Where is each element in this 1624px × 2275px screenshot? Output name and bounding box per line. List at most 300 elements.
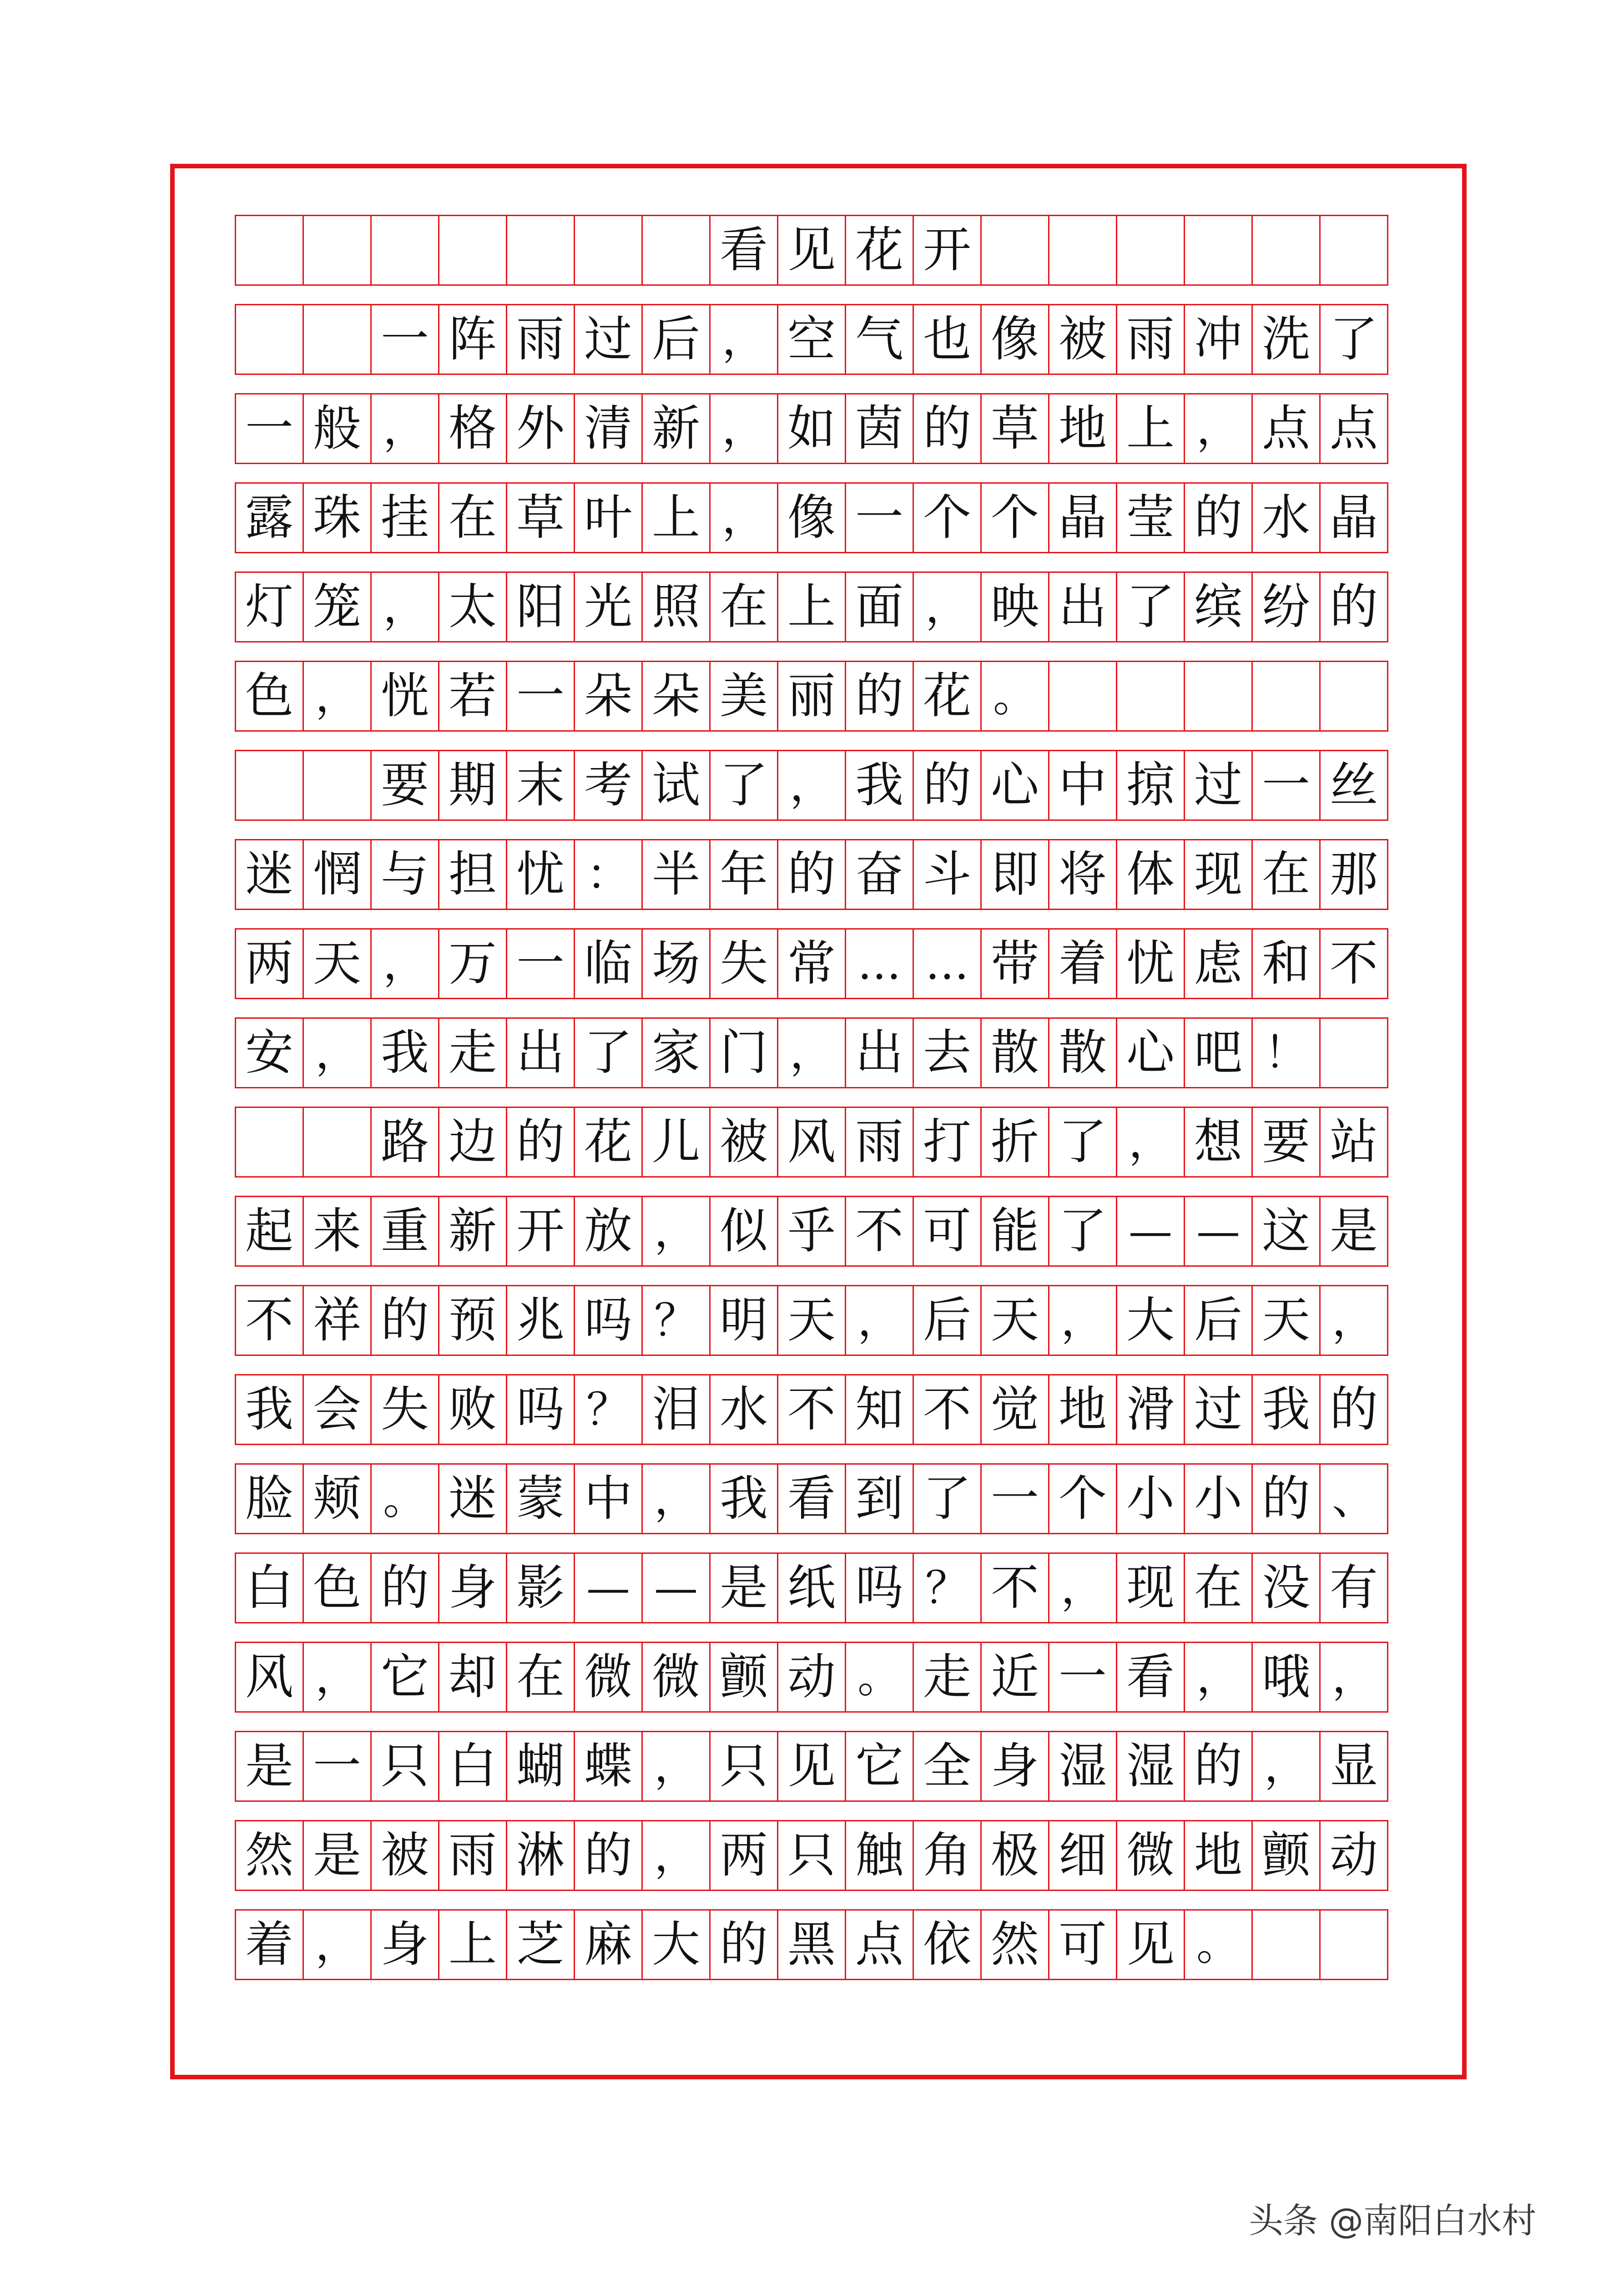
grid-cell: 去 [913, 1017, 982, 1088]
grid-cell: ， [1048, 1552, 1117, 1623]
grid-cell: 考 [574, 750, 643, 821]
grid-cell: ， [845, 1285, 914, 1356]
grid-cell: 迷 [438, 1463, 507, 1534]
grid-cell: 觉 [980, 1374, 1049, 1445]
grid-cell: 也 [913, 304, 982, 375]
grid-cell: ， [370, 571, 439, 642]
grid-cell: 过 [1184, 1374, 1253, 1445]
grid-cell: 新 [641, 393, 711, 464]
grid-cell-empty [1319, 1017, 1388, 1088]
grid-cell: 湿 [1048, 1731, 1117, 1802]
grid-cell: 散 [980, 1017, 1049, 1088]
grid-cell: 花 [913, 661, 982, 732]
grid-cell: 在 [1184, 1552, 1253, 1623]
grid-cell: 动 [777, 1642, 846, 1713]
grid-cell: 的 [370, 1552, 439, 1623]
grid-cell: 恍 [370, 661, 439, 732]
grid-cell: 这 [1251, 1196, 1321, 1267]
grid-cell: 想 [1184, 1107, 1253, 1178]
grid-cell: 边 [438, 1107, 507, 1178]
grid-cell: 雨 [1116, 304, 1185, 375]
grid-cell: 是 [235, 1731, 304, 1802]
grid-cell: 灯 [235, 571, 304, 642]
grid-cell: 是 [303, 1820, 372, 1891]
grid-cell: 吗 [574, 1285, 643, 1356]
grid-cell: 常 [777, 928, 846, 999]
grid-cell: 在 [438, 482, 507, 553]
grid-row [235, 1463, 1387, 1534]
grid-cell: 如 [777, 393, 846, 464]
grid-cell: 忧 [1116, 928, 1185, 999]
grid-cell-empty [1048, 215, 1117, 286]
grid-cell: 的 [506, 1107, 575, 1178]
grid-cell: 即 [980, 839, 1049, 910]
grid-cell: 大 [1116, 1285, 1185, 1356]
grid-row [235, 1196, 1387, 1267]
grid-cell: 在 [1251, 839, 1321, 910]
grid-cell: 开 [506, 1196, 575, 1267]
grid-cell: 冲 [1184, 304, 1253, 375]
grid-cell-empty [980, 215, 1049, 286]
grid-cell: 重 [370, 1196, 439, 1267]
grid-cell: 将 [1048, 839, 1117, 910]
grid-cell: 半 [641, 839, 711, 910]
grid-cell: 心 [980, 750, 1049, 821]
grid-cell-empty [1251, 661, 1321, 732]
grid-cell: 微 [574, 1642, 643, 1713]
grid-cell: 被 [1048, 304, 1117, 375]
grid-cell: 朵 [641, 661, 711, 732]
grid-cell: — [641, 1552, 711, 1623]
grid-cell: 个 [1048, 1463, 1117, 1534]
grid-row [235, 750, 1387, 821]
grid-cell: 哦 [1251, 1642, 1321, 1713]
grid-row [235, 1909, 1387, 1980]
grid-cell: 色 [235, 661, 304, 732]
grid-cell: 起 [235, 1196, 304, 1267]
grid-cell: 过 [574, 304, 643, 375]
grid-cell: 依 [913, 1909, 982, 1980]
grid-cell: 的 [913, 750, 982, 821]
grid-cell: 它 [845, 1731, 914, 1802]
grid-cell: 失 [370, 1374, 439, 1445]
grid-cell: ， [303, 1017, 372, 1088]
grid-cell: 丽 [777, 661, 846, 732]
grid-cell: 与 [370, 839, 439, 910]
grid-cell: 水 [1251, 482, 1321, 553]
grid-cell: 身 [370, 1909, 439, 1980]
grid-cell: 了 [709, 750, 778, 821]
grid-cell: 是 [1319, 1196, 1388, 1267]
grid-cell: 一 [506, 661, 575, 732]
grid-cell-empty [303, 304, 372, 375]
grid-cell: 照 [641, 571, 711, 642]
grid-cell: ， [303, 661, 372, 732]
grid-row [235, 661, 1387, 732]
grid-cell: 晶 [1048, 482, 1117, 553]
grid-cell: 来 [303, 1196, 372, 1267]
grid-cell: 脸 [235, 1463, 304, 1534]
grid-cell: 纷 [1251, 571, 1321, 642]
grid-cell: 安 [235, 1017, 304, 1088]
grid-cell: 。 [980, 661, 1049, 732]
grid-cell: 身 [438, 1552, 507, 1623]
grid-cell: 败 [438, 1374, 507, 1445]
grid-cell: 一 [303, 1731, 372, 1802]
grid-cell: 后 [1184, 1285, 1253, 1356]
grid-cell: ， [303, 1642, 372, 1713]
grid-cell: ， [1184, 1642, 1253, 1713]
grid-cell: 白 [438, 1731, 507, 1802]
grid-cell: 美 [709, 661, 778, 732]
grid-cell: 小 [1184, 1463, 1253, 1534]
grid-cell: ， [777, 750, 846, 821]
grid-cell: 然 [980, 1909, 1049, 1980]
grid-cell: 却 [438, 1642, 507, 1713]
grid-cell: 动 [1319, 1820, 1388, 1891]
grid-row [235, 928, 1387, 999]
grid-cell: 不 [235, 1285, 304, 1356]
grid-cell: — [574, 1552, 643, 1623]
grid-cell: 我 [1251, 1374, 1321, 1445]
grid-cell: 只 [370, 1731, 439, 1802]
grid-cell: 出 [506, 1017, 575, 1088]
grid-cell: 后 [913, 1285, 982, 1356]
grid-cell: 担 [438, 839, 507, 910]
grid-row [235, 1820, 1387, 1891]
grid-cell: 的 [709, 1909, 778, 1980]
grid-cell: 末 [506, 750, 575, 821]
grid-cell: ， [641, 1820, 711, 1891]
grid-cell: 朵 [574, 661, 643, 732]
grid-cell: ？ [574, 1374, 643, 1445]
grid-cell: 了 [913, 1463, 982, 1534]
grid-cell-empty [235, 750, 304, 821]
grid-cell-empty [235, 304, 304, 375]
grid-cell: 折 [980, 1107, 1049, 1178]
grid-cell: 明 [709, 1285, 778, 1356]
grid-cell: 雨 [506, 304, 575, 375]
grid-cell: 触 [845, 1820, 914, 1891]
grid-cell: 它 [370, 1642, 439, 1713]
grid-cell: 一 [370, 304, 439, 375]
grid-cell: 两 [235, 928, 304, 999]
grid-cell: 我 [845, 750, 914, 821]
grid-cell: ， [1116, 1107, 1185, 1178]
grid-cell: 。 [845, 1642, 914, 1713]
grid-cell: 天 [1251, 1285, 1321, 1356]
grid-cell: ， [1319, 1642, 1388, 1713]
grid-cell-empty [641, 215, 711, 286]
grid-cell: 迷 [235, 839, 304, 910]
grid-cell: 个 [980, 482, 1049, 553]
grid-cell: 晶 [1319, 482, 1388, 553]
grid-cell: ， [1319, 1285, 1388, 1356]
grid-cell: 纸 [777, 1552, 846, 1623]
grid-row [235, 839, 1387, 910]
grid-cell: 角 [913, 1820, 982, 1891]
grid-row [235, 482, 1387, 553]
grid-cell: 风 [235, 1642, 304, 1713]
grid-cell: 万 [438, 928, 507, 999]
grid-cell: 像 [777, 482, 846, 553]
grid-row [235, 1731, 1387, 1802]
grid-cell: 的 [1319, 1374, 1388, 1445]
grid-cell: 我 [235, 1374, 304, 1445]
grid-cell: 极 [980, 1820, 1049, 1891]
grid-cell: 了 [1116, 571, 1185, 642]
grid-cell-empty [1319, 661, 1388, 732]
grid-cell: 上 [1116, 393, 1185, 464]
grid-row [235, 1642, 1387, 1713]
grid-cell: 天 [303, 928, 372, 999]
grid-cell: ， [709, 393, 778, 464]
grid-cell: 后 [641, 304, 711, 375]
grid-cell-empty [1251, 215, 1321, 286]
grid-cell: ： [574, 839, 643, 910]
grid-cell-empty [235, 1107, 304, 1178]
grid-cell: 影 [506, 1552, 575, 1623]
grid-cell: 那 [1319, 839, 1388, 910]
grid-cell: 祥 [303, 1285, 372, 1356]
grid-row [235, 571, 1387, 642]
grid-cell: 光 [574, 571, 643, 642]
grid-cell: 被 [370, 1820, 439, 1891]
grid-cell: 雨 [845, 1107, 914, 1178]
grid-cell: 。 [1184, 1909, 1253, 1980]
grid-cell: 一 [506, 928, 575, 999]
grid-cell-empty [1184, 661, 1253, 732]
grid-cell: 草 [980, 393, 1049, 464]
grid-cell: — [1116, 1196, 1185, 1267]
grid-cell-empty [303, 1107, 372, 1178]
grid-cell: ！ [1251, 1017, 1321, 1088]
grid-row [235, 1107, 1387, 1178]
grid-cell: 黑 [777, 1909, 846, 1980]
grid-cell: 虑 [1184, 928, 1253, 999]
grid-cell-empty [303, 215, 372, 286]
grid-cell: 的 [913, 393, 982, 464]
grid-cell: 空 [777, 304, 846, 375]
grid-cell: 掠 [1116, 750, 1185, 821]
grid-cell: 中 [574, 1463, 643, 1534]
grid-cell: 外 [506, 393, 575, 464]
grid-cell: 走 [438, 1017, 507, 1088]
grid-cell: 的 [1251, 1463, 1321, 1534]
composition-grid [235, 0, 1403, 2093]
grid-cell: 了 [1319, 304, 1388, 375]
grid-cell: 看 [1116, 1642, 1185, 1713]
grid-cell: ， [641, 1731, 711, 1802]
grid-cell: … [845, 928, 914, 999]
grid-cell: ， [913, 571, 982, 642]
grid-cell: 吗 [845, 1552, 914, 1623]
grid-cell: 风 [777, 1107, 846, 1178]
grid-cell: 上 [438, 1909, 507, 1980]
grid-cell: 被 [709, 1107, 778, 1178]
grid-cell-empty [574, 215, 643, 286]
grid-cell: 不 [913, 1374, 982, 1445]
grid-cell: 了 [574, 1017, 643, 1088]
grid-cell: ， [1048, 1285, 1117, 1356]
grid-cell: ？ [913, 1552, 982, 1623]
grid-cell: 阳 [506, 571, 575, 642]
grid-cell: 大 [641, 1909, 711, 1980]
grid-cell: … [913, 928, 982, 999]
grid-cell: 花 [574, 1107, 643, 1178]
grid-row [235, 1285, 1387, 1356]
grid-cell: 颊 [303, 1463, 372, 1534]
grid-cell: 吗 [506, 1374, 575, 1445]
grid-cell: 点 [1251, 393, 1321, 464]
grid-cell: 忧 [506, 839, 575, 910]
grid-cell: 天 [980, 1285, 1049, 1356]
grid-cell: 。 [370, 1463, 439, 1534]
grid-row [235, 393, 1387, 464]
grid-cell: 天 [777, 1285, 846, 1356]
grid-cell: 气 [845, 304, 914, 375]
grid-cell: 没 [1251, 1552, 1321, 1623]
title-char: 花 [845, 215, 914, 286]
grid-cell: 不 [845, 1196, 914, 1267]
grid-cell: 试 [641, 750, 711, 821]
grid-cell: 蝴 [506, 1731, 575, 1802]
grid-cell: 蝶 [574, 1731, 643, 1802]
grid-cell: 一 [980, 1463, 1049, 1534]
grid-cell: 全 [913, 1731, 982, 1802]
grid-cell: 走 [913, 1642, 982, 1713]
grid-cell: 微 [1116, 1820, 1185, 1891]
grid-cell: 水 [709, 1374, 778, 1445]
grid-cell: 现 [1184, 839, 1253, 910]
grid-cell: 能 [980, 1196, 1049, 1267]
grid-cell: ， [641, 1463, 711, 1534]
grid-cell: 阵 [438, 304, 507, 375]
grid-cell: 映 [980, 571, 1049, 642]
grid-cell-empty [303, 750, 372, 821]
grid-cell: 在 [709, 571, 778, 642]
grid-cell: 在 [506, 1642, 575, 1713]
grid-cell-empty [1184, 215, 1253, 286]
grid-cell: 我 [370, 1017, 439, 1088]
grid-cell: ， [303, 1909, 372, 1980]
grid-cell: 的 [574, 1820, 643, 1891]
grid-cell: 着 [1048, 928, 1117, 999]
grid-cell: 打 [913, 1107, 982, 1178]
grid-cell-empty [506, 215, 575, 286]
grid-cell: 的 [1319, 571, 1388, 642]
grid-cell: 出 [1048, 571, 1117, 642]
grid-cell: 要 [370, 750, 439, 821]
grid-cell: ， [1251, 1731, 1321, 1802]
grid-cell: 心 [1116, 1017, 1185, 1088]
grid-cell: 可 [1048, 1909, 1117, 1980]
grid-cell: 的 [1184, 482, 1253, 553]
grid-cell: ， [777, 1017, 846, 1088]
grid-cell: 散 [1048, 1017, 1117, 1088]
grid-cell: 的 [777, 839, 846, 910]
grid-cell: 淋 [506, 1820, 575, 1891]
grid-cell: 洗 [1251, 304, 1321, 375]
grid-cell: 只 [709, 1731, 778, 1802]
grid-cell: 若 [438, 661, 507, 732]
title-char: 开 [913, 215, 982, 286]
grid-cell: 麻 [574, 1909, 643, 1980]
grid-cell: 珠 [303, 482, 372, 553]
grid-cell: 叶 [574, 482, 643, 553]
grid-cell: ， [709, 482, 778, 553]
grid-cell: 乎 [777, 1196, 846, 1267]
grid-cell: 过 [1184, 750, 1253, 821]
grid-cell: 像 [980, 304, 1049, 375]
grid-cell: 然 [235, 1820, 304, 1891]
grid-cell: 的 [845, 661, 914, 732]
grid-cell: 面 [845, 571, 914, 642]
grid-cell: 显 [1319, 1731, 1388, 1802]
grid-cell: ， [1184, 393, 1253, 464]
grid-cell: 身 [980, 1731, 1049, 1802]
grid-cell: 颤 [1251, 1820, 1321, 1891]
grid-cell: 场 [641, 928, 711, 999]
watermark: 头条 @南阳白水村 [1249, 2200, 1537, 2241]
grid-cell: 缤 [1184, 571, 1253, 642]
grid-row [235, 1017, 1387, 1088]
grid-cell: 临 [574, 928, 643, 999]
grid-cell: 点 [1319, 393, 1388, 464]
grid-cell: 两 [709, 1820, 778, 1891]
title-char: 看 [709, 215, 778, 286]
grid-cell: 斗 [913, 839, 982, 910]
grid-cell: 奋 [845, 839, 914, 910]
title-row [235, 215, 1387, 286]
grid-cell: 湿 [1116, 1731, 1185, 1802]
grid-cell: 见 [777, 1731, 846, 1802]
grid-cell: 期 [438, 750, 507, 821]
grid-cell: 、 [1319, 1463, 1388, 1534]
grid-cell: 地 [1048, 393, 1117, 464]
grid-cell: 地 [1184, 1820, 1253, 1891]
grid-cell: 的 [370, 1285, 439, 1356]
grid-cell: 的 [1184, 1731, 1253, 1802]
grid-cell: 笼 [303, 571, 372, 642]
grid-cell: 颤 [709, 1642, 778, 1713]
grid-row [235, 304, 1387, 375]
grid-cell: 路 [370, 1107, 439, 1178]
grid-cell: 芝 [506, 1909, 575, 1980]
grid-cell: 预 [438, 1285, 507, 1356]
grid-cell: 不 [777, 1374, 846, 1445]
grid-cell-empty [370, 215, 439, 286]
grid-cell-empty [1251, 1909, 1321, 1980]
grid-cell: 只 [777, 1820, 846, 1891]
grid-cell: 可 [913, 1196, 982, 1267]
grid-cell: 一 [1048, 1642, 1117, 1713]
grid-cell: 和 [1251, 928, 1321, 999]
grid-cell: 一 [845, 482, 914, 553]
grid-cell: 站 [1319, 1107, 1388, 1178]
grid-cell: 细 [1048, 1820, 1117, 1891]
grid-cell: 见 [1116, 1909, 1185, 1980]
grid-cell: 地 [1048, 1374, 1117, 1445]
grid-cell: 一 [235, 393, 304, 464]
grid-cell: 滑 [1116, 1374, 1185, 1445]
grid-cell: 一 [1251, 750, 1321, 821]
grid-cell: ， [641, 1196, 711, 1267]
title-char: 见 [777, 215, 846, 286]
grid-row [235, 1552, 1387, 1623]
grid-cell: 般 [303, 393, 372, 464]
grid-cell: 知 [845, 1374, 914, 1445]
